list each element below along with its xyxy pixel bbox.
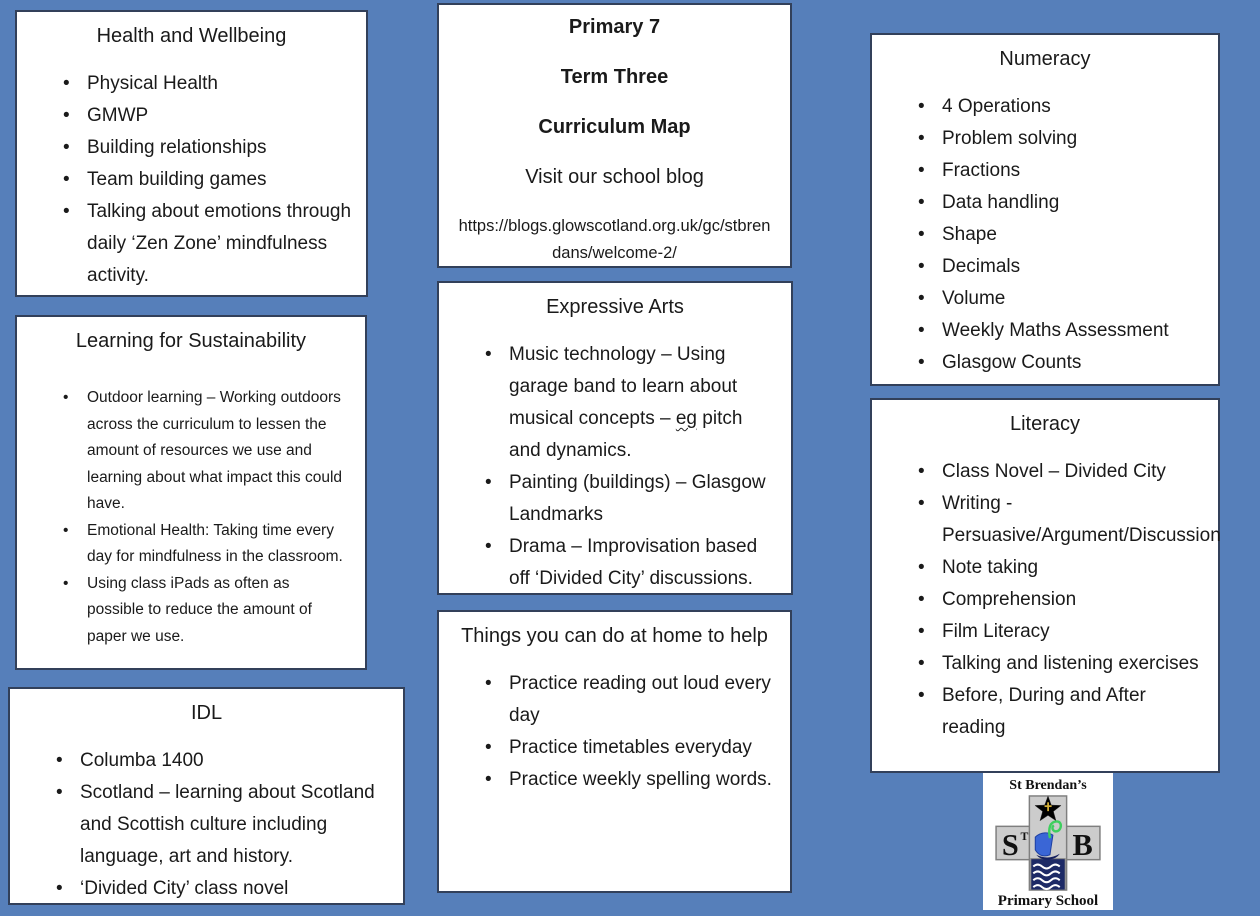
bullet-item: • Before, During and After reading bbox=[916, 680, 1214, 744]
literacy-box bbox=[870, 398, 1220, 773]
bullet-item: • ‘Divided City’ class novel bbox=[54, 873, 391, 905]
bullet-item: • Practice weekly spelling words. bbox=[483, 764, 774, 796]
school-logo bbox=[983, 773, 1113, 910]
bullet-item: • Film Literacy bbox=[916, 616, 1214, 648]
bullet-item: • 4 Operations bbox=[916, 91, 1206, 123]
curriculum-header-box bbox=[437, 3, 792, 268]
bullet-item: • Comprehension bbox=[916, 584, 1214, 616]
term-title: Term Three bbox=[560, 66, 669, 88]
home-help-list bbox=[439, 668, 790, 796]
bullet-item: • Glasgow Counts bbox=[916, 347, 1206, 379]
bullet-item: • Using class iPads as often as possible to reduce the amount of paper we use. bbox=[61, 571, 349, 651]
bullet-text: Painting (buildings) – Glasgow Landmarks bbox=[509, 472, 766, 525]
bullet-item: • Class Novel – Divided City bbox=[916, 456, 1214, 488]
school-crest-icon bbox=[992, 794, 1104, 892]
bullet-item: • Talking and listening exercises bbox=[916, 648, 1214, 680]
numeracy-box bbox=[870, 33, 1220, 386]
numeracy-title: Numeracy bbox=[999, 48, 1091, 70]
spellcheck-underlined-text: eg bbox=[675, 408, 697, 429]
blog-invite-text: Visit our school blog bbox=[525, 166, 704, 188]
bullet-item: • Practice reading out loud every day bbox=[483, 668, 774, 732]
bullet-item: • Fractions bbox=[916, 155, 1206, 187]
bullet-item bbox=[483, 531, 779, 595]
bullet-text: pitch and dynamics. bbox=[509, 408, 743, 461]
home-help-title: Things you can do at home to help bbox=[461, 625, 768, 647]
bullet-item: • Physical Health bbox=[61, 68, 354, 100]
bullet-item: • Decimals bbox=[916, 251, 1206, 283]
bullet-item: • Building relationships bbox=[61, 132, 354, 164]
map-title: Curriculum Map bbox=[538, 116, 691, 138]
health-wellbeing-box bbox=[15, 10, 368, 297]
learning-sustainability-list bbox=[17, 385, 365, 650]
initial-left: S bbox=[1001, 827, 1019, 862]
bullet-item: • Shape bbox=[916, 219, 1206, 251]
idl-box bbox=[8, 687, 405, 905]
bullet-item bbox=[483, 339, 779, 467]
bullet-item: • Outdoor learning – Working outdoors across the curriculum to lessen the amount of resources we use and learning about what impact this could have. bbox=[61, 385, 349, 518]
school-name-text: St Brendan’s bbox=[1009, 778, 1087, 793]
blog-url-text: https://blogs.glowscotland.org.uk/gc/stbrendans/welcome-2/ bbox=[458, 217, 771, 262]
literacy-title: Literacy bbox=[1009, 413, 1081, 435]
idl-title: IDL bbox=[190, 702, 223, 724]
school-type-text: Primary School bbox=[997, 893, 1099, 909]
health-wellbeing-list bbox=[17, 68, 366, 292]
literacy-list bbox=[872, 456, 1221, 744]
health-wellbeing-title: Health and Wellbeing bbox=[96, 25, 287, 47]
expressive-arts-list bbox=[439, 339, 791, 595]
learning-sustainability-title: Learning for Sustainability bbox=[75, 330, 307, 352]
bullet-item: • Data handling bbox=[916, 187, 1206, 219]
bullet-item: • Columba 1400 bbox=[54, 745, 391, 777]
bullet-item: • Scotland – learning about Scotland and Scottish culture including language, art and history. bbox=[54, 777, 391, 873]
expressive-arts-title: Expressive Arts bbox=[546, 296, 684, 318]
bullet-item: • GMWP bbox=[61, 100, 354, 132]
bullet-item: • Problem solving bbox=[916, 123, 1206, 155]
bullet-item: • Talking about emotions through daily ‘Zen Zone’ mindfulness activity. bbox=[61, 196, 354, 292]
numeracy-list bbox=[872, 91, 1218, 379]
class-title: Primary 7 bbox=[568, 16, 661, 38]
bullet-item: • Practice timetables everyday bbox=[483, 732, 774, 764]
initial-left-superscript: T bbox=[1020, 830, 1029, 844]
learning-sustainability-box bbox=[15, 315, 367, 670]
bullet-item: • Weekly Maths Assessment bbox=[916, 315, 1206, 347]
bullet-item: • Writing - Persuasive/Argument/Discussion bbox=[916, 488, 1214, 552]
bullet-item: • Volume bbox=[916, 283, 1206, 315]
bullet-item: • Note taking bbox=[916, 552, 1214, 584]
initial-right: B bbox=[1072, 827, 1093, 862]
bullet-text: Drama – Improvisation based off ‘Divided City’ discussions. bbox=[509, 536, 758, 589]
bullet-item bbox=[483, 467, 779, 531]
home-help-box bbox=[437, 610, 792, 893]
idl-list bbox=[10, 745, 403, 905]
bullet-text: Music technology – Using garage band to learn about musical concepts – bbox=[509, 344, 738, 429]
bullet-item: • Team building games bbox=[61, 164, 354, 196]
bullet-item: • Emotional Health: Taking time every day for mindfulness in the classroom. bbox=[61, 518, 349, 571]
expressive-arts-box bbox=[437, 281, 793, 595]
